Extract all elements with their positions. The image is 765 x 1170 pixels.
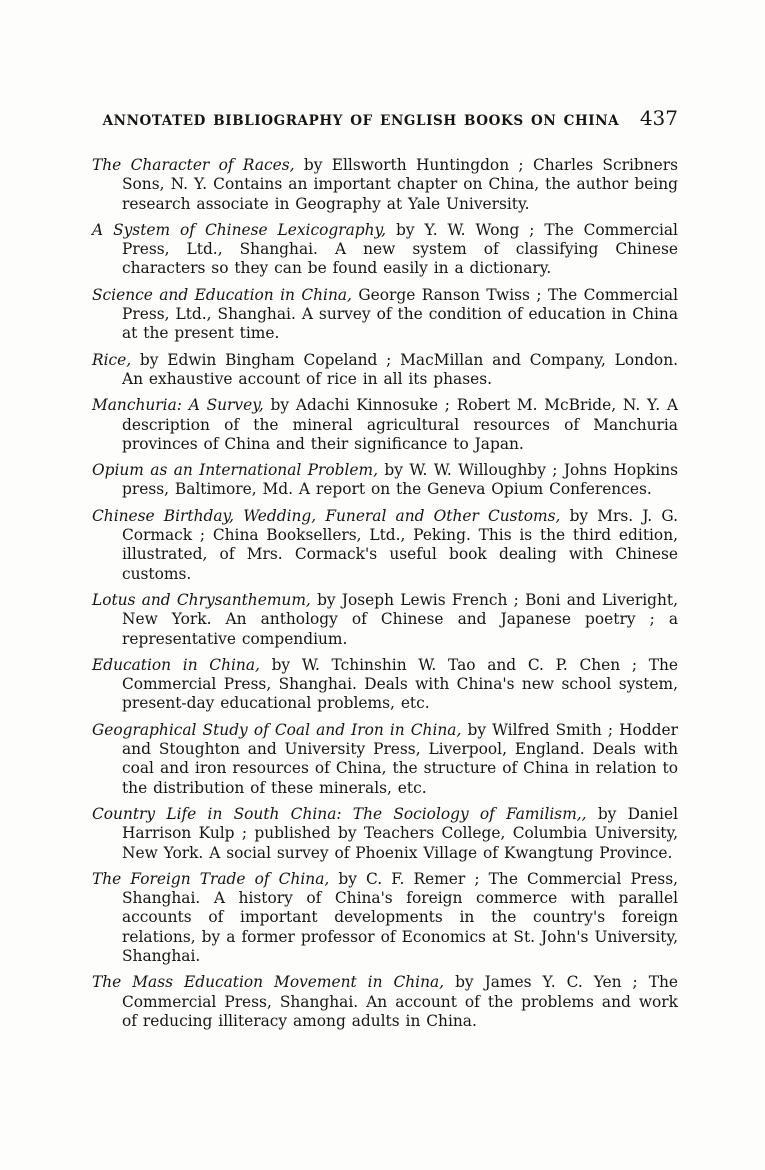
entry-title: Opium as an International Problem,	[92, 461, 379, 480]
bibliography-entry	[92, 396, 678, 454]
bibliography-entry	[92, 286, 678, 344]
entry-text: by Mrs. J. G. Cormack ; China Booksellers, Ltd., Peking. This is the third edition, illustrated, of Mrs. Cormack's useful book dealing with Chinese customs.	[122, 506, 678, 583]
entry-title: Science and Education in China,	[92, 285, 352, 304]
bibliography-entry	[92, 721, 678, 798]
entry-title: The Character of Races,	[92, 156, 295, 174]
running-title: ANNOTATED BIBLIOGRAPHY OF ENGLISH BOOKS ON CHINA	[102, 113, 620, 129]
entry-text: George Ranson Twiss ; The Commercial Press, Ltd., Shanghai. A survey of the condition of education in China at the present time.	[122, 285, 678, 343]
entry-text: by James Y. C. Yen ; The Commercial Press, Shanghai. An account of the problems and work of reducing illiteracy among adults in China.	[122, 973, 678, 1030]
entry-title: Chinese Birthday, Wedding, Funeral and Other Customs,	[92, 506, 561, 525]
bibliography-list	[92, 156, 678, 1031]
page-header	[92, 106, 678, 130]
entry-title: Lotus and Chrysanthemum,	[92, 590, 311, 609]
entry-text: by Joseph Lewis French ; Boni and Liveright, New York. An anthology of Chinese and Japanese poetry ; a representative compendium.	[122, 590, 678, 648]
bibliography-entry	[92, 351, 678, 390]
bibliography-entry	[92, 156, 678, 214]
bibliography-entry	[92, 973, 678, 1031]
bibliography-entry	[92, 870, 678, 966]
entry-title: Country Life in South China: The Sociology of Familism,,	[92, 804, 587, 823]
book-page	[92, 106, 678, 1031]
entry-text: by Y. W. Wong ; The Commercial Press, Ltd., Shanghai. A new system of classifying Chinese characters so they can be found easily in a dictionary.	[122, 220, 678, 278]
entry-title: Manchuria: A Survey,	[92, 396, 264, 415]
bibliography-entry	[92, 656, 678, 714]
bibliography-entry	[92, 805, 678, 863]
entry-text: by W. Tchinshin W. Tao and C. P. Chen ; The Commercial Press, Shanghai. Deals with China's new school system, present-day educational problems, etc.	[122, 655, 679, 713]
entry-title: The Foreign Trade of China,	[92, 869, 330, 888]
entry-text: by Adachi Kinnosuke ; Robert M. McBride, N. Y. A description of the mineral agricultural resources of Manchuria provinces of China and their significance to Japan.	[122, 396, 678, 453]
entry-text: by W. W. Willoughby ; Johns Hopkins press, Baltimore, Md. A report on the Geneva Opium Conferences.	[122, 461, 678, 499]
bibliography-entry	[92, 507, 678, 584]
entry-title: A System of Chinese Lexicography,	[92, 220, 387, 239]
entry-text: by C. F. Remer ; The Commercial Press, Shanghai. A history of China's foreign commerce with parallel accounts of important developments in the country's foreign relations, by a former professor of Economics at St. John's University, Shanghai.	[122, 869, 678, 965]
entry-text: by Ellsworth Huntingdon ; Charles Scribners Sons, N. Y. Contains an important chapter on China, the author being research associate in Geography at Yale University.	[122, 156, 678, 213]
entry-text: by Daniel Harrison Kulp ; published by Teachers College, Columbia University, New York. A social survey of Phoenix Village of Kwangtung Province.	[122, 804, 678, 862]
entry-text: by Edwin Bingham Copeland ; MacMillan and Company, London. An exhaustive account of rice in all its phases.	[122, 350, 678, 388]
bibliography-entry	[92, 591, 678, 649]
entry-title: Geographical Study of Coal and Iron in China,	[92, 720, 462, 739]
entry-title: The Mass Education Movement in China,	[92, 973, 445, 992]
page-number: 437	[639, 106, 678, 130]
entry-title: Education in China,	[92, 655, 260, 674]
entry-title: Rice,	[92, 350, 132, 369]
bibliography-entry	[92, 221, 678, 279]
bibliography-entry	[92, 461, 678, 500]
entry-text: by Wilfred Smith ; Hodder and Stoughton and University Press, Liverpool, England. Deals with coal and iron resources of China, the structure of China in relation to the distribution of these minerals, etc.	[122, 720, 678, 797]
